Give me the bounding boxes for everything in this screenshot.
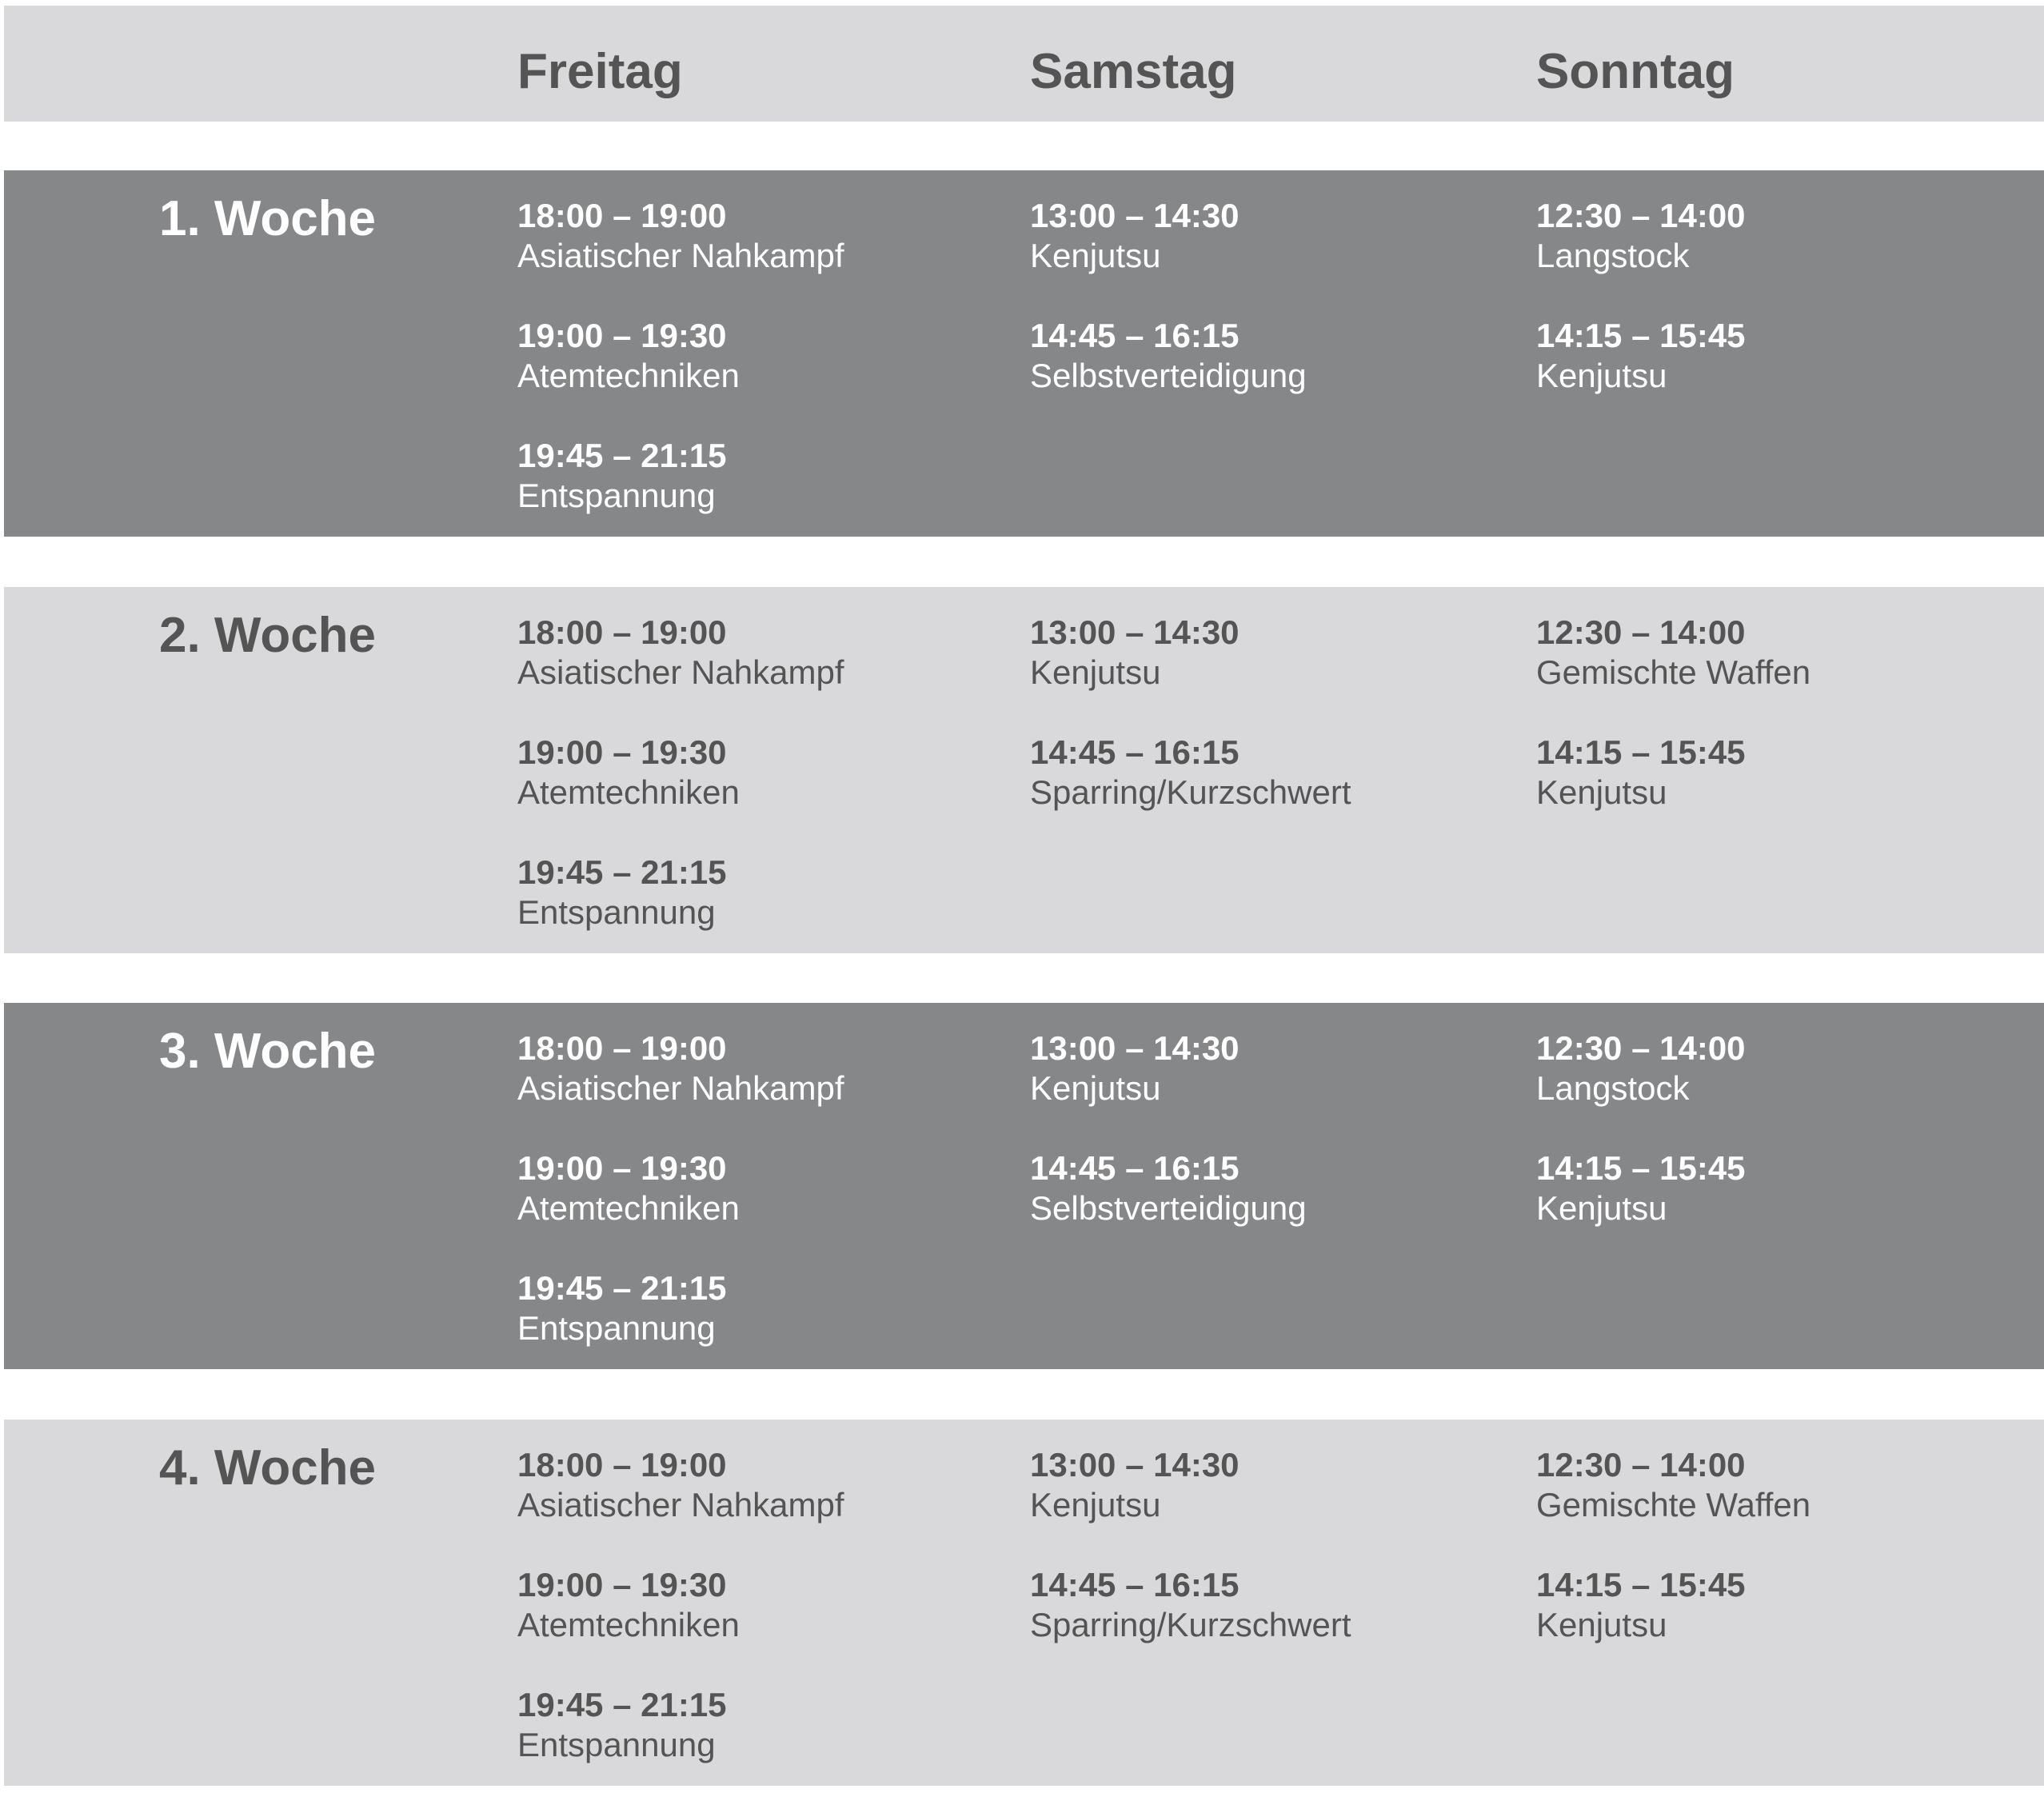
session-time: 18:00 – 19:00 [517, 197, 727, 234]
session-activity: Kenjutsu [1536, 357, 1667, 394]
week-label: 2. Woche [159, 608, 377, 663]
session-activity: Selbstverteidigung [1030, 357, 1307, 394]
session-entry [1030, 316, 1307, 436]
session-activity: Kenjutsu [1030, 1486, 1161, 1523]
session-time: 19:00 – 19:30 [517, 733, 727, 771]
session-time: 18:00 – 19:00 [517, 1029, 727, 1067]
week-label: 4. Woche [159, 1440, 377, 1496]
session-entry [1030, 733, 1351, 853]
session-time: 12:30 – 14:00 [1536, 613, 1746, 651]
session-time: 14:45 – 16:15 [1030, 317, 1240, 354]
session-entry [1536, 1445, 1810, 1565]
session-activity: Gemischte Waffen [1536, 1486, 1811, 1523]
session-entry [1030, 1028, 1307, 1148]
saturday-sessions [1030, 196, 1307, 436]
session-time: 18:00 – 19:00 [517, 1446, 727, 1484]
session-entry [517, 1028, 844, 1148]
session-entry [1536, 1028, 1746, 1148]
day-header-friday: Freitag [517, 44, 683, 99]
session-time: 14:45 – 16:15 [1030, 1149, 1240, 1187]
day-header-sunday: Sonntag [1536, 44, 1735, 99]
session-activity: Kenjutsu [1030, 237, 1161, 274]
session-activity: Kenjutsu [1536, 1606, 1667, 1643]
session-activity: Asiatischer Nahkampf [517, 1486, 844, 1523]
session-activity: Asiatischer Nahkampf [517, 1069, 844, 1107]
session-time: 12:30 – 14:00 [1536, 1029, 1746, 1067]
week-row-2 [4, 587, 2044, 953]
session-entry [1536, 1565, 1810, 1685]
session-activity: Selbstverteidigung [1030, 1189, 1307, 1227]
session-time: 19:00 – 19:30 [517, 317, 727, 354]
session-time: 13:00 – 14:30 [1030, 197, 1240, 234]
session-time: 14:45 – 16:15 [1030, 733, 1240, 771]
session-activity: Langstock [1536, 1069, 1690, 1107]
session-time: 12:30 – 14:00 [1536, 197, 1746, 234]
session-activity: Gemischte Waffen [1536, 653, 1811, 691]
schedule-header [4, 6, 2044, 122]
session-activity: Asiatischer Nahkampf [517, 237, 844, 274]
day-header-saturday: Samstag [1030, 44, 1237, 99]
friday-sessions [517, 1028, 844, 1388]
session-activity: Atemtechniken [517, 1189, 740, 1227]
session-activity: Entspannung [517, 477, 716, 514]
saturday-sessions [1030, 1028, 1307, 1268]
session-time: 12:30 – 14:00 [1536, 1446, 1746, 1484]
week-row-1 [4, 170, 2044, 537]
session-activity: Sparring/Kurzschwert [1030, 773, 1351, 811]
session-activity: Atemtechniken [517, 1606, 740, 1643]
friday-sessions [517, 1445, 844, 1805]
sunday-sessions [1536, 196, 1746, 436]
session-activity: Kenjutsu [1536, 1189, 1667, 1227]
friday-sessions [517, 613, 844, 972]
session-time: 19:45 – 21:15 [517, 437, 727, 474]
session-entry [517, 733, 844, 853]
session-entry [517, 1445, 844, 1565]
session-entry [517, 1565, 844, 1685]
session-activity: Entspannung [517, 1309, 716, 1347]
session-time: 14:15 – 15:45 [1536, 733, 1746, 771]
week-row-4 [4, 1420, 2044, 1786]
friday-sessions [517, 196, 844, 556]
session-entry [1030, 1445, 1351, 1565]
session-activity: Kenjutsu [1536, 773, 1667, 811]
session-entry [517, 436, 844, 556]
session-time: 14:15 – 15:45 [1536, 1149, 1746, 1187]
session-time: 13:00 – 14:30 [1030, 1446, 1240, 1484]
session-entry [517, 316, 844, 436]
session-time: 19:00 – 19:30 [517, 1149, 727, 1187]
week-label: 3. Woche [159, 1024, 377, 1079]
session-entry [517, 1268, 844, 1388]
session-activity: Asiatischer Nahkampf [517, 653, 844, 691]
session-entry [1030, 1148, 1307, 1268]
session-time: 19:00 – 19:30 [517, 1566, 727, 1603]
session-entry [517, 613, 844, 733]
saturday-sessions [1030, 1445, 1351, 1685]
session-entry [517, 196, 844, 316]
session-activity: Kenjutsu [1030, 653, 1161, 691]
session-time: 14:15 – 15:45 [1536, 317, 1746, 354]
sunday-sessions [1536, 1028, 1746, 1268]
session-activity: Entspannung [517, 893, 716, 931]
session-time: 19:45 – 21:15 [517, 1686, 727, 1723]
session-activity: Sparring/Kurzschwert [1030, 1606, 1351, 1643]
session-entry [1536, 1148, 1746, 1268]
sunday-sessions [1536, 1445, 1810, 1685]
session-entry [1536, 316, 1746, 436]
session-activity: Atemtechniken [517, 773, 740, 811]
session-entry [1030, 196, 1307, 316]
session-time: 19:45 – 21:15 [517, 1269, 727, 1307]
week-label: 1. Woche [159, 191, 377, 246]
session-entry [1536, 733, 1810, 853]
session-entry [517, 1685, 844, 1805]
session-time: 18:00 – 19:00 [517, 613, 727, 651]
session-entry [1536, 613, 1810, 733]
session-entry [1030, 1565, 1351, 1685]
session-entry [1030, 613, 1351, 733]
session-time: 13:00 – 14:30 [1030, 1029, 1240, 1067]
session-activity: Kenjutsu [1030, 1069, 1161, 1107]
session-entry [517, 1148, 844, 1268]
session-time: 14:15 – 15:45 [1536, 1566, 1746, 1603]
sunday-sessions [1536, 613, 1810, 853]
session-entry [517, 853, 844, 972]
session-entry [1536, 196, 1746, 316]
session-time: 19:45 – 21:15 [517, 853, 727, 891]
session-activity: Atemtechniken [517, 357, 740, 394]
session-time: 13:00 – 14:30 [1030, 613, 1240, 651]
session-activity: Langstock [1536, 237, 1690, 274]
session-time: 14:45 – 16:15 [1030, 1566, 1240, 1603]
session-activity: Entspannung [517, 1726, 716, 1763]
week-row-3 [4, 1003, 2044, 1369]
saturday-sessions [1030, 613, 1351, 853]
